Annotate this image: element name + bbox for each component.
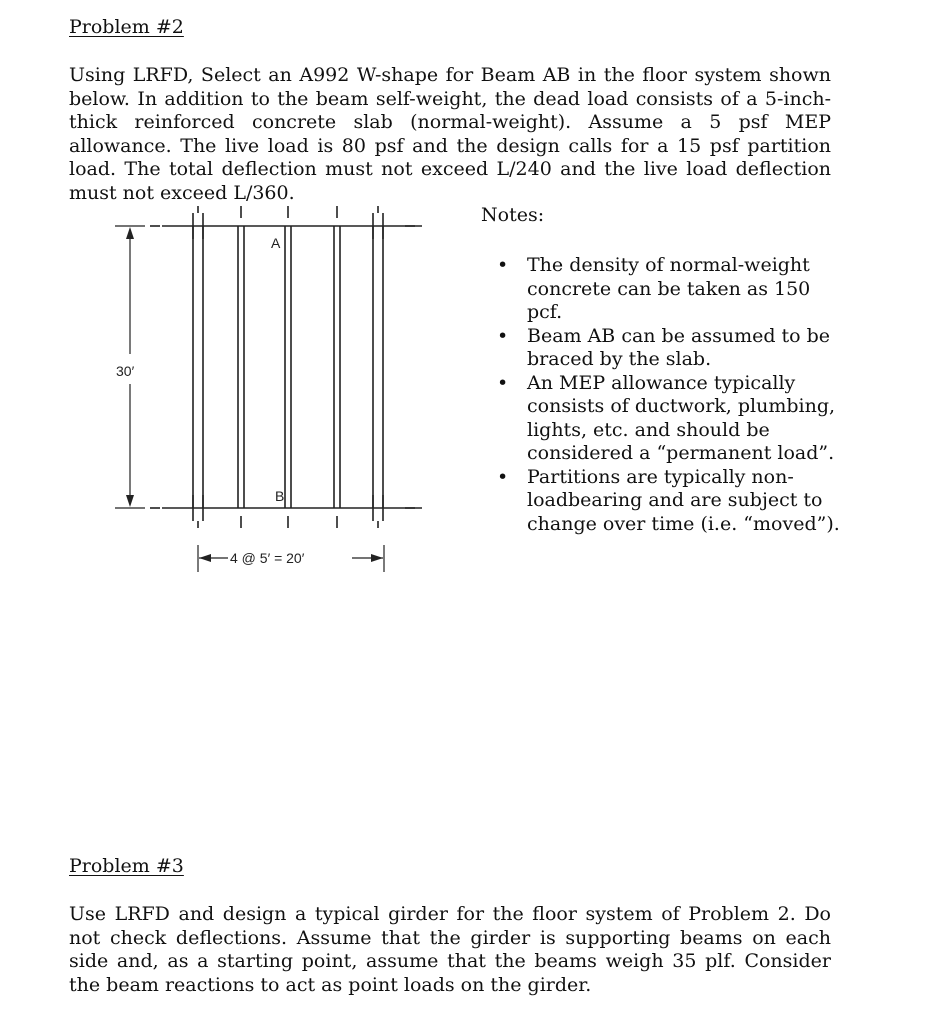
beam-4 [334, 226, 340, 508]
beam-3 [285, 226, 291, 508]
point-a-label: A [271, 235, 281, 251]
notes-title: Notes: [481, 204, 545, 226]
problem-2-title: Problem #2 [69, 16, 184, 38]
point-b-label: B [275, 488, 285, 504]
note-item: • The density of normal-weight concrete can be taken as 150 pcf. [480, 254, 840, 325]
notes-list [480, 254, 840, 536]
beam-5 [373, 226, 383, 508]
problem-3-title: Problem #3 [69, 855, 184, 877]
note-item: • Beam AB can be assumed to be braced by the slab. [480, 325, 840, 372]
problem-2-statement: Using LRFD, Select an A992 W-shape for Beam AB in the floor system shown below. In addition to the beam self-weight, the dead load consists of a 5-inch-thick reinforced concrete slab (normal-weight). Assume a 5 psf MEP allowance. The live load is 80 psf and the design calls for a 15 psf partition load. The total deflection must not exceed L/240 and the live load deflection must not exceed L/360. [69, 64, 831, 204]
problem-3-statement: Use LRFD and design a typical girder for the floor system of Problem 2. Do not check deflections. Assume that the girder is supporting beams on each side and, as a starting point, assume that the beams weigh 35 plf. Consider the beam reactions to act as point loads on the girder. [69, 903, 831, 996]
spacing-label: 4 @ 5′ = 20′ [230, 550, 305, 566]
span-label: 30′ [116, 363, 135, 379]
beam-1 [193, 226, 203, 508]
floor-framing-diagram [0, 0, 470, 600]
note-item: • An MEP allowance typically consists of ductwork, plumbing, lights, etc. and should be considered a “permanent load”. [480, 372, 840, 466]
beam-ab [238, 226, 244, 508]
note-item: • Partitions are typically non-loadbearing and are subject to change over time (i.e. “moved”). [480, 466, 840, 537]
